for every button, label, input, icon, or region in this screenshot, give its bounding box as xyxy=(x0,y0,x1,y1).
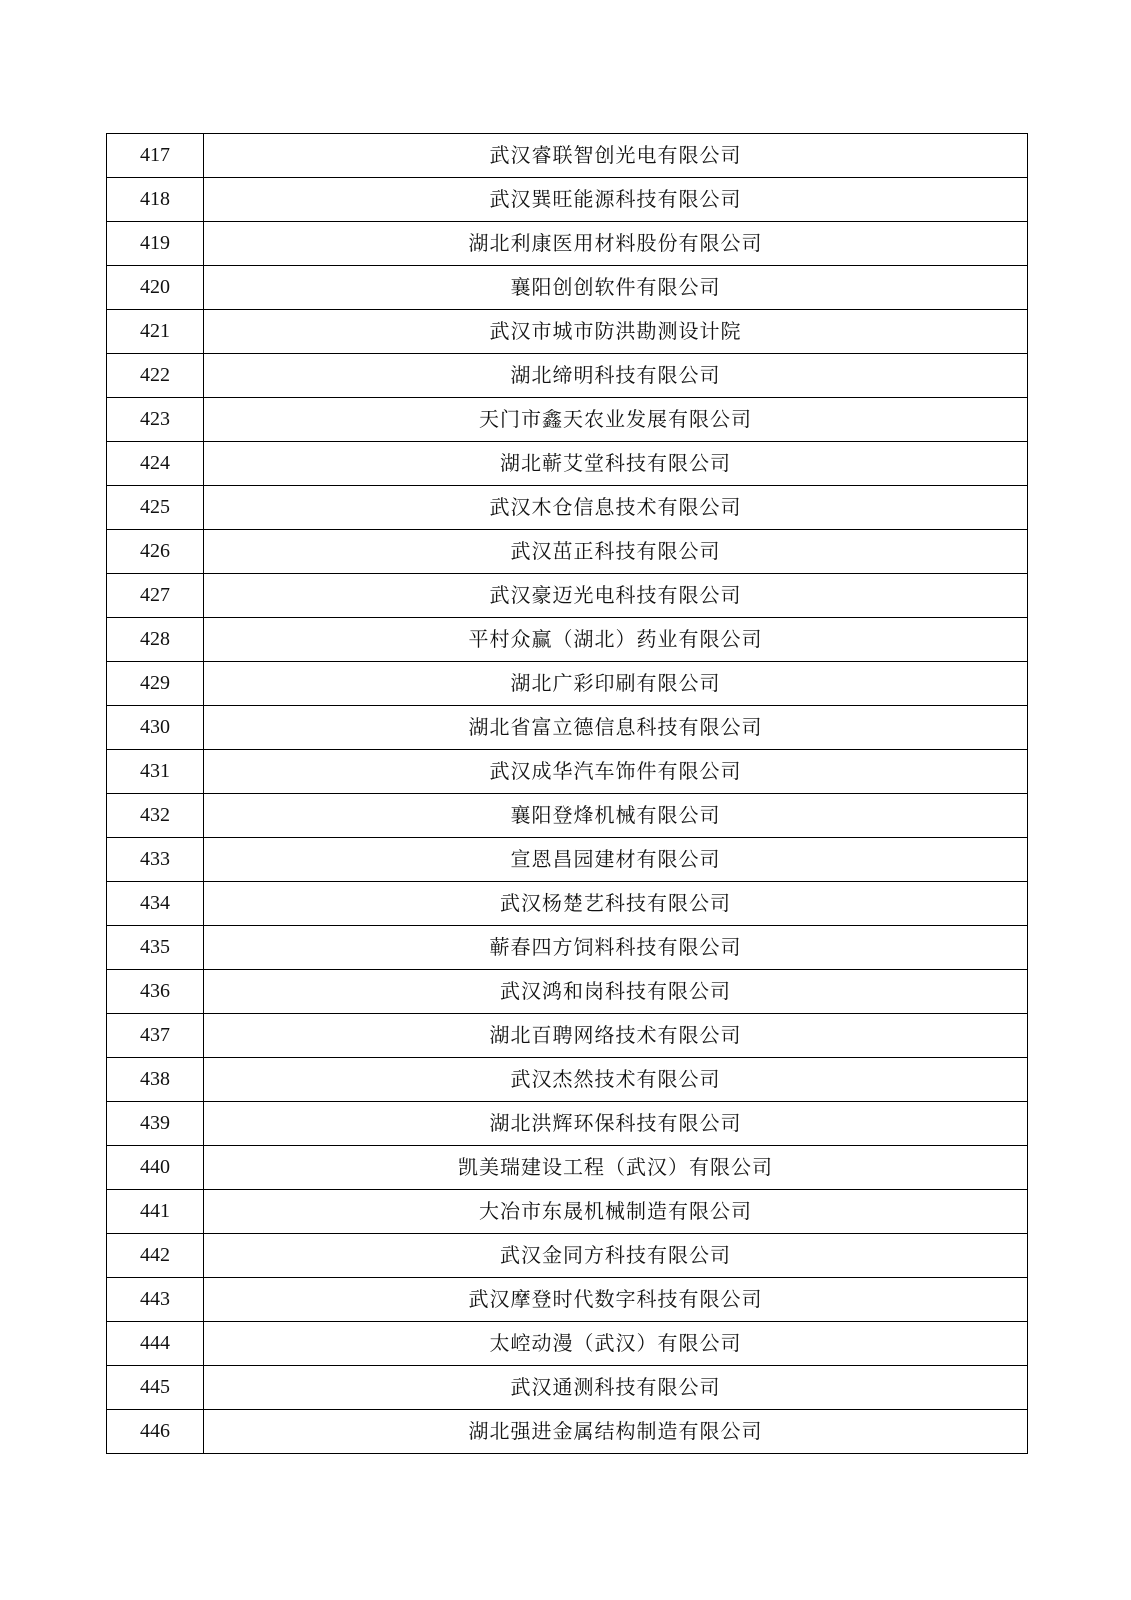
table-row xyxy=(107,838,1028,882)
company-name-cell: 大冶市东晟机械制造有限公司 xyxy=(204,1190,1028,1234)
table-row xyxy=(107,794,1028,838)
table-body xyxy=(107,134,1028,1454)
company-name-cell: 凯美瑞建设工程（武汉）有限公司 xyxy=(204,1146,1028,1190)
company-name-cell: 湖北洪辉环保科技有限公司 xyxy=(204,1102,1028,1146)
company-name-cell: 湖北广彩印刷有限公司 xyxy=(204,662,1028,706)
row-number-cell: 431 xyxy=(107,750,204,794)
company-name-cell: 湖北省富立德信息科技有限公司 xyxy=(204,706,1028,750)
row-number-cell: 430 xyxy=(107,706,204,750)
company-name-cell: 武汉摩登时代数字科技有限公司 xyxy=(204,1278,1028,1322)
row-number-cell: 435 xyxy=(107,926,204,970)
table-row xyxy=(107,1146,1028,1190)
table-row xyxy=(107,1014,1028,1058)
table-row xyxy=(107,970,1028,1014)
row-number-cell: 427 xyxy=(107,574,204,618)
row-number-cell: 423 xyxy=(107,398,204,442)
company-name-cell: 武汉金同方科技有限公司 xyxy=(204,1234,1028,1278)
row-number-cell: 444 xyxy=(107,1322,204,1366)
row-number-cell: 426 xyxy=(107,530,204,574)
table-row xyxy=(107,1234,1028,1278)
row-number-cell: 422 xyxy=(107,354,204,398)
row-number-cell: 434 xyxy=(107,882,204,926)
table-row xyxy=(107,618,1028,662)
company-name-cell: 宣恩昌园建材有限公司 xyxy=(204,838,1028,882)
row-number-cell: 440 xyxy=(107,1146,204,1190)
table-row xyxy=(107,354,1028,398)
table-row xyxy=(107,882,1028,926)
row-number-cell: 432 xyxy=(107,794,204,838)
table-row xyxy=(107,1278,1028,1322)
table-row xyxy=(107,1410,1028,1454)
row-number-cell: 438 xyxy=(107,1058,204,1102)
company-name-cell: 湖北强进金属结构制造有限公司 xyxy=(204,1410,1028,1454)
company-name-cell: 武汉鸿和岗科技有限公司 xyxy=(204,970,1028,1014)
table-row xyxy=(107,134,1028,178)
row-number-cell: 445 xyxy=(107,1366,204,1410)
company-name-cell: 湖北蕲艾堂科技有限公司 xyxy=(204,442,1028,486)
company-name-cell: 武汉木仓信息技术有限公司 xyxy=(204,486,1028,530)
table-row xyxy=(107,178,1028,222)
table-row xyxy=(107,222,1028,266)
row-number-cell: 425 xyxy=(107,486,204,530)
table-row xyxy=(107,574,1028,618)
company-name-cell: 天门市鑫天农业发展有限公司 xyxy=(204,398,1028,442)
company-name-cell: 襄阳登烽机械有限公司 xyxy=(204,794,1028,838)
company-name-cell: 武汉杰然技术有限公司 xyxy=(204,1058,1028,1102)
company-name-cell: 平村众赢（湖北）药业有限公司 xyxy=(204,618,1028,662)
table-row xyxy=(107,530,1028,574)
company-name-cell: 太崆动漫（武汉）有限公司 xyxy=(204,1322,1028,1366)
table-row xyxy=(107,662,1028,706)
table-row xyxy=(107,310,1028,354)
row-number-cell: 446 xyxy=(107,1410,204,1454)
table-row xyxy=(107,750,1028,794)
table-row xyxy=(107,486,1028,530)
row-number-cell: 433 xyxy=(107,838,204,882)
company-name-cell: 武汉成华汽车饰件有限公司 xyxy=(204,750,1028,794)
row-number-cell: 441 xyxy=(107,1190,204,1234)
company-name-cell: 武汉睿联智创光电有限公司 xyxy=(204,134,1028,178)
table-row xyxy=(107,266,1028,310)
company-name-cell: 武汉茁正科技有限公司 xyxy=(204,530,1028,574)
company-name-cell: 武汉豪迈光电科技有限公司 xyxy=(204,574,1028,618)
table-row xyxy=(107,1058,1028,1102)
table-row xyxy=(107,1366,1028,1410)
table-row xyxy=(107,926,1028,970)
company-name-cell: 武汉通测科技有限公司 xyxy=(204,1366,1028,1410)
company-name-cell: 武汉杨楚艺科技有限公司 xyxy=(204,882,1028,926)
row-number-cell: 419 xyxy=(107,222,204,266)
table-row xyxy=(107,1190,1028,1234)
row-number-cell: 439 xyxy=(107,1102,204,1146)
row-number-cell: 418 xyxy=(107,178,204,222)
row-number-cell: 443 xyxy=(107,1278,204,1322)
row-number-cell: 420 xyxy=(107,266,204,310)
company-name-cell: 湖北缔明科技有限公司 xyxy=(204,354,1028,398)
table-row xyxy=(107,398,1028,442)
company-list-table xyxy=(106,133,1028,1454)
row-number-cell: 442 xyxy=(107,1234,204,1278)
row-number-cell: 429 xyxy=(107,662,204,706)
table-row xyxy=(107,1322,1028,1366)
table-row xyxy=(107,1102,1028,1146)
company-name-cell: 武汉巽旺能源科技有限公司 xyxy=(204,178,1028,222)
company-name-cell: 湖北百聘网络技术有限公司 xyxy=(204,1014,1028,1058)
company-name-cell: 襄阳创创软件有限公司 xyxy=(204,266,1028,310)
row-number-cell: 428 xyxy=(107,618,204,662)
company-name-cell: 蕲春四方饲料科技有限公司 xyxy=(204,926,1028,970)
company-name-cell: 武汉市城市防洪勘测设计院 xyxy=(204,310,1028,354)
company-name-cell: 湖北利康医用材料股份有限公司 xyxy=(204,222,1028,266)
row-number-cell: 437 xyxy=(107,1014,204,1058)
row-number-cell: 421 xyxy=(107,310,204,354)
row-number-cell: 436 xyxy=(107,970,204,1014)
row-number-cell: 424 xyxy=(107,442,204,486)
table-row xyxy=(107,442,1028,486)
table-row xyxy=(107,706,1028,750)
row-number-cell: 417 xyxy=(107,134,204,178)
